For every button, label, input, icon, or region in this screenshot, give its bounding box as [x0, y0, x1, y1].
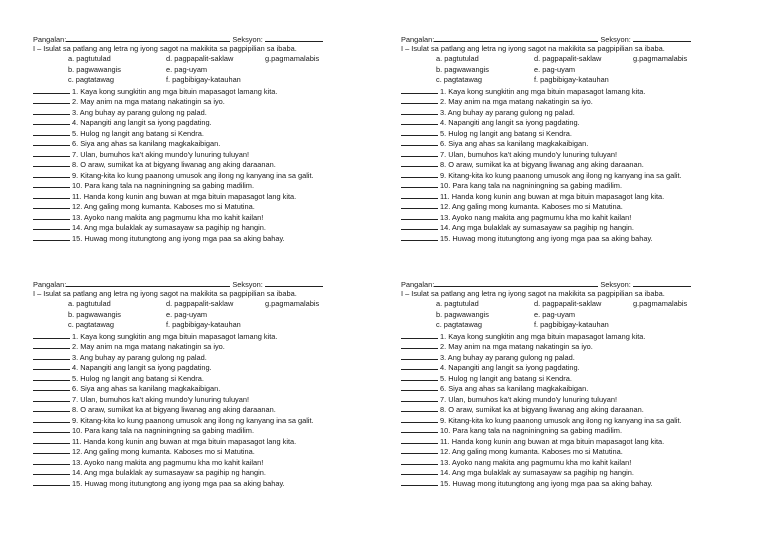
- item-text: 10. Para kang tala na nagniningning sa gabing madilim.: [440, 181, 623, 190]
- answer-blank[interactable]: [401, 394, 438, 402]
- item-text: 2. May anim na mga matang nakatingin sa iyo.: [72, 342, 225, 351]
- worksheet-bottom-right: [401, 278, 763, 488]
- name-label: Pangalan:: [401, 280, 435, 289]
- item-text: 8. O araw, sumikat ka at bigyang liwanag ang aking daraanan.: [72, 160, 276, 169]
- item-text: 10. Para kang tala na nagniningning sa gabing madilim.: [440, 426, 623, 435]
- item-row: [33, 478, 395, 489]
- item-text: 11. Handa kong kunin ang buwan at mga bituin mapasagot lang kita.: [440, 436, 665, 446]
- item-text: 9. Kitang-kita ko kung paanong umusok ang ilong ng kanyang ina sa galit.: [440, 415, 682, 425]
- answer-blank[interactable]: [33, 425, 70, 433]
- name-label: Pangalan:: [33, 35, 67, 44]
- answer-blank[interactable]: [33, 404, 70, 412]
- header-row: [33, 278, 395, 289]
- item-text: 11. Handa kong kunin ang buwan at mga bituin mapasagot lang kita.: [72, 191, 297, 201]
- item-text: 15. Huwag mong itutungtong ang iyong mga paa sa aking bahay.: [440, 233, 653, 243]
- answer-blank[interactable]: [33, 331, 70, 339]
- choices-list: [401, 299, 763, 331]
- answer-blank[interactable]: [33, 457, 70, 465]
- answer-blank[interactable]: [33, 128, 70, 136]
- item-text: 3. Ang buhay ay parang gulong ng palad.: [72, 107, 207, 117]
- answer-blank[interactable]: [33, 117, 70, 125]
- choices-list: [401, 54, 763, 86]
- item-text: 13. Ayoko nang makita ang pagmumu kha mo kahit kailan!: [440, 212, 632, 222]
- item-row: [401, 180, 763, 191]
- choice-b: b. pagwawangis: [436, 64, 490, 74]
- item-row: [33, 138, 395, 149]
- instruction: I – Isulat sa patlang ang letra ng iyong sagot na makikita sa pagpipilian sa ibaba.: [401, 288, 665, 298]
- item-text: 13. Ayoko nang makita ang pagmumu kha mo kahit kailan!: [72, 212, 264, 222]
- item-row: [401, 201, 763, 212]
- answer-blank[interactable]: [33, 341, 70, 349]
- item-row: [401, 425, 763, 436]
- worksheet-top-left: [33, 33, 395, 243]
- choice-a: a. pagtutulad: [436, 54, 479, 63]
- answer-blank[interactable]: [33, 222, 70, 230]
- item-text: 5. Hulog ng langit ang batang si Kendra.: [440, 373, 572, 383]
- item-row: [401, 128, 763, 139]
- item-row: [33, 331, 395, 342]
- item-text: 15. Huwag mong itutungtong ang iyong mga paa sa aking bahay.: [440, 478, 653, 488]
- choice-e: e. pag-uyam: [166, 309, 208, 319]
- item-row: [401, 383, 763, 394]
- section-field[interactable]: [633, 33, 691, 42]
- item-row: [33, 436, 395, 447]
- section-field[interactable]: [265, 33, 323, 42]
- answer-blank[interactable]: [33, 352, 70, 360]
- item-row: [33, 86, 395, 97]
- name-field[interactable]: [66, 278, 230, 287]
- item-text: 4. Napangiti ang langit sa iyong pagdating.: [440, 363, 580, 372]
- answer-blank[interactable]: [401, 404, 438, 412]
- answer-blank[interactable]: [33, 96, 70, 104]
- item-row: [401, 436, 763, 447]
- answer-blank[interactable]: [33, 107, 70, 115]
- choice-b: b. pagwawangis: [68, 309, 122, 319]
- item-text: 14. Ang mga bulaklak ay sumasayaw sa pagihip ng hangin.: [72, 223, 266, 232]
- items-list: [401, 331, 763, 489]
- instruction: I – Isulat sa patlang ang letra ng iyong sagot na makikita sa pagpipilian sa ibaba.: [33, 288, 297, 298]
- choice-f: f. pagbibigay-katauhan: [166, 75, 241, 84]
- item-row: [33, 373, 395, 384]
- choice-g: g.pagmamalabis: [633, 299, 688, 308]
- item-row: [33, 170, 395, 181]
- answer-blank[interactable]: [401, 467, 438, 475]
- item-text: 4. Napangiti ang langit sa iyong pagdating.: [440, 118, 580, 127]
- choice-g: g.pagmamalabis: [265, 54, 320, 63]
- item-text: 7. Ulan, bumuhos ka't aking mundo'y lunuring tuluyan!: [440, 394, 618, 404]
- answer-blank[interactable]: [33, 233, 70, 241]
- answer-blank[interactable]: [401, 149, 438, 157]
- item-row: [33, 212, 395, 223]
- item-text: 9. Kitang-kita ko kung paanong umusok ang ilong ng kanyang ina sa galit.: [72, 415, 314, 425]
- item-text: 3. Ang buhay ay parang gulong ng palad.: [72, 352, 207, 362]
- item-text: 2. May anim na mga matang nakatingin sa iyo.: [440, 342, 593, 351]
- item-row: [33, 352, 395, 363]
- instruction: I – Isulat sa patlang ang letra ng iyong sagot na makikita sa pagpipilian sa ibaba.: [33, 43, 297, 53]
- item-text: 13. Ayoko nang makita ang pagmumu kha mo kahit kailan!: [440, 457, 632, 467]
- instruction: I – Isulat sa patlang ang letra ng iyong sagot na makikita sa pagpipilian sa ibaba.: [401, 43, 665, 53]
- choice-d: d. pagpapalit-saklaw: [166, 299, 234, 308]
- item-text: 10. Para kang tala na nagniningning sa gabing madilim.: [72, 426, 255, 435]
- answer-blank[interactable]: [401, 107, 438, 115]
- item-text: 15. Huwag mong itutungtong ang iyong mga paa sa aking bahay.: [72, 233, 285, 243]
- item-row: [401, 373, 763, 384]
- answer-blank[interactable]: [401, 383, 438, 391]
- item-row: [33, 191, 395, 202]
- choice-e: e. pag-uyam: [534, 309, 576, 319]
- name-label: Pangalan:: [33, 280, 67, 289]
- answer-blank[interactable]: [33, 212, 70, 220]
- item-row: [401, 159, 763, 170]
- item-row: [401, 352, 763, 363]
- item-row: [401, 331, 763, 342]
- answer-blank[interactable]: [33, 86, 70, 94]
- item-row: [33, 383, 395, 394]
- choice-g: g.pagmamalabis: [265, 299, 320, 308]
- item-row: [401, 404, 763, 415]
- choice-c: c. pagtatawag: [436, 320, 483, 329]
- answer-blank[interactable]: [33, 149, 70, 157]
- item-text: 3. Ang buhay ay parang gulong ng palad.: [440, 352, 575, 362]
- item-row: [401, 233, 763, 244]
- item-row: [33, 425, 395, 436]
- choice-d: d. pagpapalit-saklaw: [534, 299, 602, 308]
- answer-blank[interactable]: [401, 446, 438, 454]
- item-text: 5. Hulog ng langit ang batang si Kendra.: [72, 128, 204, 138]
- item-text: 8. O araw, sumikat ka at bigyang liwanag ang aking daraanan.: [440, 405, 644, 414]
- item-text: 9. Kitang-kita ko kung paanong umusok ang ilong ng kanyang ina sa galit.: [440, 170, 682, 180]
- item-row: [401, 467, 763, 478]
- choice-f: f. pagbibigay-katauhan: [166, 320, 241, 329]
- answer-blank[interactable]: [33, 383, 70, 391]
- answer-blank[interactable]: [33, 201, 70, 209]
- items-list: [33, 86, 395, 244]
- choice-a: a. pagtutulad: [68, 54, 111, 63]
- item-row: [401, 415, 763, 426]
- answer-blank[interactable]: [33, 467, 70, 475]
- item-text: 5. Hulog ng langit ang batang si Kendra.: [440, 128, 572, 138]
- item-row: [401, 341, 763, 352]
- answer-blank[interactable]: [401, 331, 438, 339]
- item-row: [401, 96, 763, 107]
- header-row: [401, 33, 763, 44]
- item-text: 3. Ang buhay ay parang gulong ng palad.: [440, 107, 575, 117]
- section-field[interactable]: [633, 278, 691, 287]
- answer-blank[interactable]: [401, 86, 438, 94]
- item-row: [401, 457, 763, 468]
- choice-f: f. pagbibigay-katauhan: [534, 75, 609, 84]
- choice-f: f. pagbibigay-katauhan: [534, 320, 609, 329]
- section-label: Seksyon:: [232, 35, 263, 44]
- choice-c: c. pagtatawag: [68, 75, 115, 84]
- section-field[interactable]: [265, 278, 323, 287]
- item-text: 6. Siya ang ahas sa kanilang magkakaibigan.: [440, 139, 589, 148]
- item-row: [401, 222, 763, 233]
- item-text: 2. May anim na mga matang nakatingin sa iyo.: [440, 97, 593, 106]
- item-text: 6. Siya ang ahas sa kanilang magkakaibigan.: [72, 384, 221, 393]
- answer-blank[interactable]: [401, 117, 438, 125]
- answer-blank[interactable]: [33, 191, 70, 199]
- choice-e: e. pag-uyam: [534, 64, 576, 74]
- item-row: [33, 362, 395, 373]
- name-field[interactable]: [434, 33, 598, 42]
- item-row: [33, 117, 395, 128]
- item-text: 12. Ang galing mong kumanta. Kaboses mo si Matutina.: [440, 202, 623, 211]
- item-text: 11. Handa kong kunin ang buwan at mga bituin mapasagot lang kita.: [440, 191, 665, 201]
- answer-blank[interactable]: [33, 138, 70, 146]
- choice-c: c. pagtatawag: [68, 320, 115, 329]
- item-text: 11. Handa kong kunin ang buwan at mga bituin mapasagot lang kita.: [72, 436, 297, 446]
- answer-blank[interactable]: [401, 96, 438, 104]
- answer-blank[interactable]: [33, 446, 70, 454]
- section-label: Seksyon:: [232, 280, 263, 289]
- item-row: [401, 362, 763, 373]
- choices-list: [33, 299, 395, 331]
- item-row: [33, 149, 395, 160]
- item-row: [33, 159, 395, 170]
- choice-a: a. pagtutulad: [68, 299, 111, 308]
- items-list: [401, 86, 763, 244]
- item-row: [33, 457, 395, 468]
- item-text: 9. Kitang-kita ko kung paanong umusok ang ilong ng kanyang ina sa galit.: [72, 170, 314, 180]
- answer-blank[interactable]: [401, 478, 438, 486]
- section-label: Seksyon:: [600, 280, 631, 289]
- answer-blank[interactable]: [401, 201, 438, 209]
- answer-blank[interactable]: [401, 436, 438, 444]
- item-row: [33, 233, 395, 244]
- worksheet-top-right: [401, 33, 763, 243]
- section-label: Seksyon:: [600, 35, 631, 44]
- item-text: 14. Ang mga bulaklak ay sumasayaw sa pagihip ng hangin.: [440, 223, 634, 232]
- item-row: [33, 222, 395, 233]
- item-text: 8. O araw, sumikat ka at bigyang liwanag ang aking daraanan.: [440, 160, 644, 169]
- name-field[interactable]: [434, 278, 598, 287]
- item-row: [401, 117, 763, 128]
- item-row: [401, 138, 763, 149]
- choice-e: e. pag-uyam: [166, 64, 208, 74]
- choice-b: b. pagwawangis: [436, 309, 490, 319]
- name-label: Pangalan:: [401, 35, 435, 44]
- choice-c: c. pagtatawag: [436, 75, 483, 84]
- choice-b: b. pagwawangis: [68, 64, 122, 74]
- answer-blank[interactable]: [401, 415, 438, 423]
- item-row: [33, 446, 395, 457]
- answer-blank[interactable]: [401, 191, 438, 199]
- item-text: 10. Para kang tala na nagniningning sa gabing madilim.: [72, 181, 255, 190]
- answer-blank[interactable]: [401, 222, 438, 230]
- item-text: 1. Kaya kong sungkitin ang mga bituin mapasagot lamang kita.: [72, 331, 278, 341]
- choice-d: d. pagpapalit-saklaw: [166, 54, 234, 63]
- item-row: [401, 170, 763, 181]
- answer-blank[interactable]: [401, 457, 438, 465]
- item-text: 14. Ang mga bulaklak ay sumasayaw sa pagihip ng hangin.: [440, 468, 634, 477]
- item-row: [33, 415, 395, 426]
- item-text: 6. Siya ang ahas sa kanilang magkakaibigan.: [72, 139, 221, 148]
- answer-blank[interactable]: [33, 159, 70, 167]
- answer-blank[interactable]: [401, 128, 438, 136]
- item-row: [401, 107, 763, 118]
- answer-blank[interactable]: [33, 394, 70, 402]
- item-text: 2. May anim na mga matang nakatingin sa iyo.: [72, 97, 225, 106]
- choice-a: a. pagtutulad: [436, 299, 479, 308]
- item-row: [33, 201, 395, 212]
- item-text: 4. Napangiti ang langit sa iyong pagdating.: [72, 118, 212, 127]
- answer-blank[interactable]: [33, 436, 70, 444]
- item-row: [401, 446, 763, 457]
- item-text: 7. Ulan, bumuhos ka't aking mundo'y lunuring tuluyan!: [72, 149, 250, 159]
- item-text: 7. Ulan, bumuhos ka't aking mundo'y lunuring tuluyan!: [440, 149, 618, 159]
- item-row: [401, 86, 763, 97]
- items-list: [33, 331, 395, 489]
- choice-d: d. pagpapalit-saklaw: [534, 54, 602, 63]
- answer-blank[interactable]: [401, 341, 438, 349]
- answer-blank[interactable]: [401, 138, 438, 146]
- answer-blank[interactable]: [401, 425, 438, 433]
- item-text: 12. Ang galing mong kumanta. Kaboses mo si Matutina.: [72, 202, 255, 211]
- item-row: [401, 191, 763, 202]
- item-row: [33, 107, 395, 118]
- item-text: 6. Siya ang ahas sa kanilang magkakaibigan.: [440, 384, 589, 393]
- answer-blank[interactable]: [401, 159, 438, 167]
- item-text: 12. Ang galing mong kumanta. Kaboses mo si Matutina.: [72, 447, 255, 456]
- answer-blank[interactable]: [401, 170, 438, 178]
- header-row: [33, 33, 395, 44]
- item-text: 4. Napangiti ang langit sa iyong pagdating.: [72, 363, 212, 372]
- answer-blank[interactable]: [401, 362, 438, 370]
- answer-blank[interactable]: [401, 352, 438, 360]
- answer-blank[interactable]: [33, 170, 70, 178]
- item-text: 1. Kaya kong sungkitin ang mga bituin mapasagot lamang kita.: [440, 86, 646, 96]
- name-field[interactable]: [66, 33, 230, 42]
- item-row: [33, 404, 395, 415]
- item-text: 8. O araw, sumikat ka at bigyang liwanag ang aking daraanan.: [72, 405, 276, 414]
- choices-list: [33, 54, 395, 86]
- item-row: [33, 394, 395, 405]
- answer-blank[interactable]: [33, 415, 70, 423]
- worksheet-bottom-left: [33, 278, 395, 488]
- item-row: [401, 478, 763, 489]
- header-row: [401, 278, 763, 289]
- item-text: 14. Ang mga bulaklak ay sumasayaw sa pagihip ng hangin.: [72, 468, 266, 477]
- answer-blank[interactable]: [401, 373, 438, 381]
- item-row: [401, 149, 763, 160]
- answer-blank[interactable]: [33, 362, 70, 370]
- item-text: 1. Kaya kong sungkitin ang mga bituin mapasagot lamang kita.: [72, 86, 278, 96]
- answer-blank[interactable]: [401, 180, 438, 188]
- item-text: 5. Hulog ng langit ang batang si Kendra.: [72, 373, 204, 383]
- item-text: 13. Ayoko nang makita ang pagmumu kha mo kahit kailan!: [72, 457, 264, 467]
- item-text: 12. Ang galing mong kumanta. Kaboses mo si Matutina.: [440, 447, 623, 456]
- choice-g: g.pagmamalabis: [633, 54, 688, 63]
- answer-blank[interactable]: [33, 373, 70, 381]
- answer-blank[interactable]: [33, 478, 70, 486]
- answer-blank[interactable]: [33, 180, 70, 188]
- item-row: [33, 180, 395, 191]
- item-row: [33, 341, 395, 352]
- item-text: 7. Ulan, bumuhos ka't aking mundo'y lunuring tuluyan!: [72, 394, 250, 404]
- item-row: [33, 467, 395, 478]
- item-row: [401, 212, 763, 223]
- item-text: 15. Huwag mong itutungtong ang iyong mga paa sa aking bahay.: [72, 478, 285, 488]
- item-text: 1. Kaya kong sungkitin ang mga bituin mapasagot lamang kita.: [440, 331, 646, 341]
- item-row: [401, 394, 763, 405]
- answer-blank[interactable]: [401, 212, 438, 220]
- item-row: [33, 128, 395, 139]
- item-row: [33, 96, 395, 107]
- answer-blank[interactable]: [401, 233, 438, 241]
